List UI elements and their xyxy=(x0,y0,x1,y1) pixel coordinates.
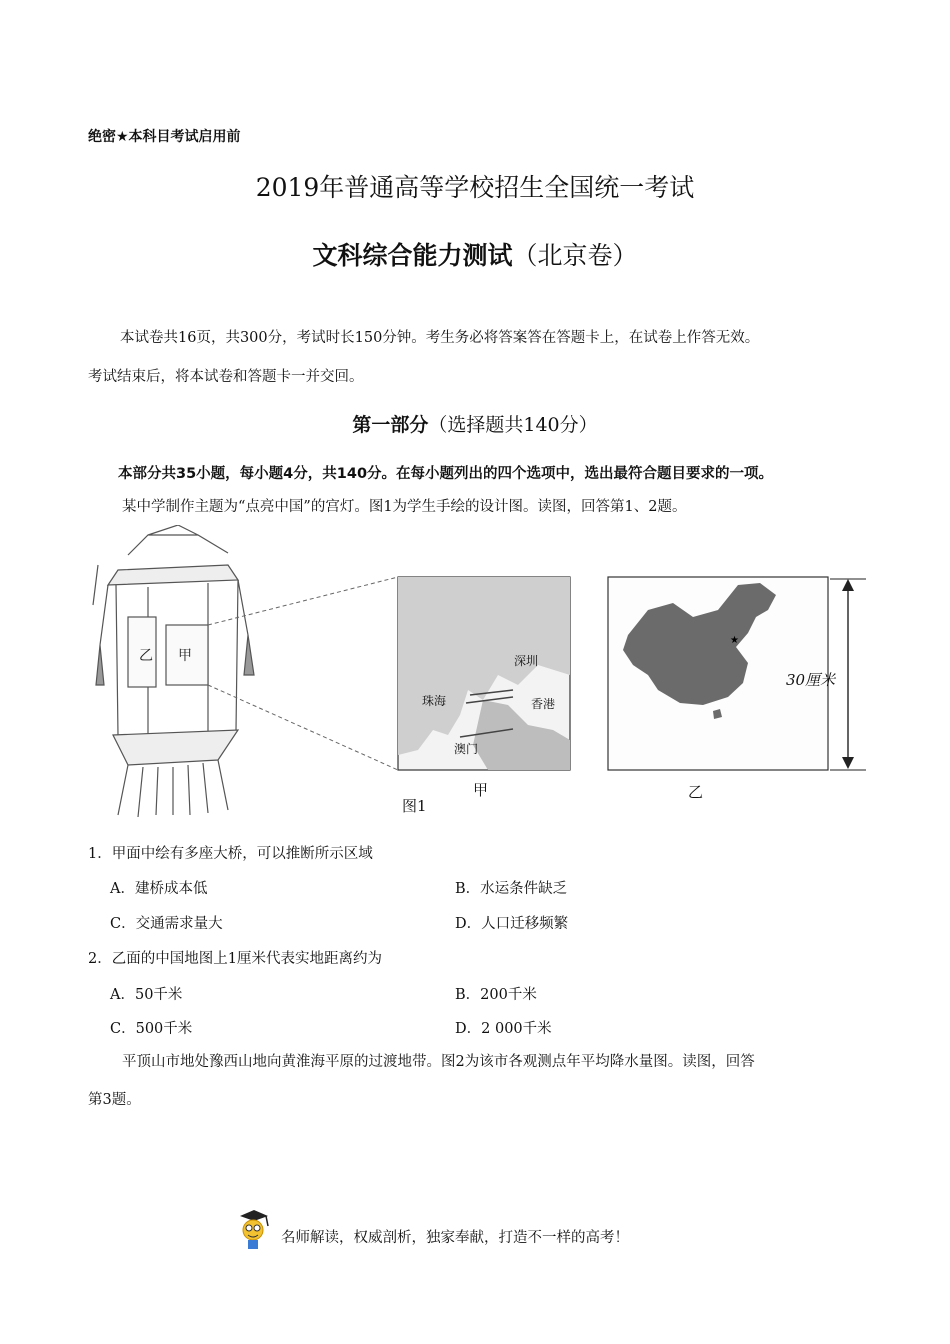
mascot-icon xyxy=(236,1208,274,1252)
place-hongkong: 香港 xyxy=(531,697,556,711)
footer-slogan: 名师解读，权威剖析，独家奉献，打造不一样的高考！ xyxy=(281,1230,629,1246)
q2-option-b[interactable] xyxy=(455,983,537,1004)
q2-option-c[interactable] xyxy=(110,1017,192,1038)
option-text: 交通需求量大 xyxy=(135,916,223,932)
figure-caption: 图1 xyxy=(402,797,427,815)
question-number: 1． xyxy=(88,846,112,862)
confidential-label: 绝密★本科目考试启用前 xyxy=(88,129,241,145)
question-2 xyxy=(88,947,382,968)
exam-title: 2019年普通高等学校招生全国统一考试 xyxy=(255,173,695,202)
option-key: B． xyxy=(455,987,481,1003)
section-title-paren: （选择题共140分） xyxy=(428,414,598,436)
question-stem-3-line-2: 第3题。 xyxy=(88,1092,141,1108)
option-key: C． xyxy=(110,1021,136,1037)
option-text: 建桥成本低 xyxy=(134,881,208,897)
capital-star-icon: ★ xyxy=(730,635,739,646)
intro-line-1: 本试卷共16页，共300分，考试时长150分钟。考生务必将答案答在答题卡上，在试卷上作答无效。 xyxy=(120,330,760,346)
subtitle-paren: （北京卷） xyxy=(512,241,638,270)
option-text: 200千米 xyxy=(480,987,537,1003)
option-key: A． xyxy=(110,881,135,897)
option-text: 500千米 xyxy=(135,1021,193,1037)
lantern-label-yi: 乙 xyxy=(139,648,153,664)
option-text: 2 000千米 xyxy=(481,1021,552,1037)
option-key: B． xyxy=(455,881,481,897)
question-stem-3-line-1: 平顶山市地处豫西山地向黄淮海平原的过渡地带。图2为该市各观测点年平均降水量图。读图，回答 xyxy=(122,1054,755,1070)
place-shenzhen: 深圳 xyxy=(514,654,539,668)
option-key: A． xyxy=(110,987,135,1003)
section-instructions: 本部分共35小题，每小题4分，共140分。在每小题列出的四个选项中，选出最符合题目要求的一项。 xyxy=(118,466,774,482)
option-text: 水运条件缺乏 xyxy=(480,881,568,897)
figure-1 xyxy=(88,525,868,820)
section-title-main: 第一部分 xyxy=(352,414,429,436)
q1-option-a[interactable] xyxy=(110,877,207,898)
subtitle-main: 文科综合能力测试 xyxy=(312,241,513,270)
q1-option-c[interactable] xyxy=(110,912,223,933)
place-macau: 澳门 xyxy=(454,742,479,756)
question-text: 乙面的中国地图上1厘米代表实地距离约为 xyxy=(111,951,382,967)
option-text: 人口迁移频繁 xyxy=(481,916,569,932)
question-1 xyxy=(88,842,373,863)
q1-option-b[interactable] xyxy=(455,877,567,898)
q2-option-d[interactable] xyxy=(455,1017,552,1038)
lantern-illustration xyxy=(93,525,254,817)
intro-line-2: 考试结束后，将本试卷和答题卡一并交回。 xyxy=(88,369,364,385)
question-stem-1-2: 某中学制作主题为“点亮中国”的宫灯。图1为学生手绘的设计图。读图，回答第1、2题。 xyxy=(122,499,687,515)
scale-label: 30厘米 xyxy=(786,671,836,689)
option-key: D． xyxy=(455,916,482,932)
section-title xyxy=(0,410,950,437)
option-text: 50千米 xyxy=(134,987,183,1003)
option-key: D． xyxy=(455,1021,482,1037)
panel-label-yi: 乙 xyxy=(688,783,704,801)
exam-subtitle xyxy=(0,236,950,272)
question-text: 甲面中绘有多座大桥，可以推断所示区域 xyxy=(111,846,373,862)
lantern-label-jia: 甲 xyxy=(178,648,192,664)
question-number: 2． xyxy=(88,951,112,967)
q2-option-a[interactable] xyxy=(110,983,182,1004)
option-key: C． xyxy=(110,916,136,932)
place-zhuhai: 珠海 xyxy=(422,694,447,708)
projection-line-top xyxy=(208,577,398,625)
panel-label-jia: 甲 xyxy=(473,781,489,799)
q1-option-d[interactable] xyxy=(455,912,568,933)
